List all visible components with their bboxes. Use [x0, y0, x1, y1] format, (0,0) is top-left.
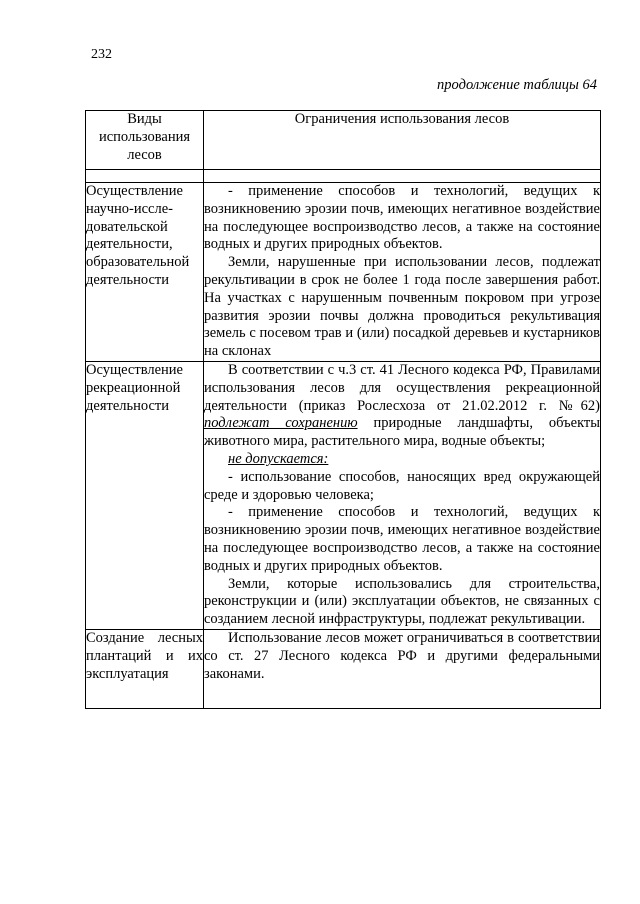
use-type-cell: Создание лесных плантаций и их эксплуатация: [86, 629, 204, 708]
intro-text: В соответствии с ч.3 ст. 41 Лесного кодекса РФ, Правилами использования лесов для осуществления рекреационной деятельности (приказ Рослесхоза от 21.02.2012 г. №62): [204, 361, 600, 414]
table-spacer-row: [86, 170, 601, 183]
protected-objects-text: природные ландшафты, объекты животного мира, растительного мира, водные объекты;: [204, 415, 600, 450]
restriction-paragraph: - использование способов, наносящих вред окружающей среде и здоровью человека;: [204, 468, 600, 503]
header-use-types: Виды использования лесов: [86, 111, 204, 170]
restriction-cell: [204, 183, 601, 362]
page-number: 232: [91, 47, 112, 62]
use-type-cell: Осуществление рекреационной деятельности: [86, 361, 204, 629]
forest-use-restrictions-table: [85, 110, 601, 709]
restriction-cell: [204, 361, 601, 629]
restriction-paragraph: Земли, которые использовались для строительства, реконструкции и (или) эксплуатации объектов, не связанных с созданием лесной инфраструктуры, подлежат рекультивации.: [204, 575, 600, 628]
restriction-paragraph: - применение способов и технологий, ведущих к возникновению эрозии почв, имеющих негативное воздействие на последующее воспроизводство лесов, а также на состояние водных и других природных объектов.: [204, 183, 600, 253]
table-continuation-caption: продолжение таблицы 64: [437, 77, 597, 93]
table-row: [86, 629, 601, 708]
protected-label: подлежат сохранению: [204, 415, 358, 432]
restriction-paragraph: Земли, нарушенные при использовании лесов, подлежат рекультивации в срок не более 1 года после завершения работ. На участках с нарушенным почвенным покровом при угрозе развития эрозии почвы должна проводиться рекультивация земель с посевом трав и (или) посадкой деревьев и кустарников на склонах: [204, 254, 600, 360]
table-row: [86, 361, 601, 629]
restriction-intro-paragraph: [204, 362, 600, 451]
restriction-paragraph: - применение способов и технологий, ведущих к возникновению эрозии почв, имеющих негативное воздействие на последующее воспроизводство лесов, а также на состояние водных и других природных объектов.: [204, 504, 600, 574]
table-row: [86, 183, 601, 362]
use-type-cell: Осуществление научно-иссле-довательской деятельности, образовательной деятельности: [86, 183, 204, 362]
forbidden-label: не допускается:: [228, 450, 329, 467]
restriction-cell: [204, 629, 601, 708]
restriction-paragraph: Использование лесов может ограничиваться в соответствии со ст. 27 Лесного кодекса РФ и другими федеральными законами.: [204, 629, 600, 682]
header-restrictions: Ограничения использования лесов: [204, 111, 601, 170]
table-header-row: [86, 111, 601, 170]
